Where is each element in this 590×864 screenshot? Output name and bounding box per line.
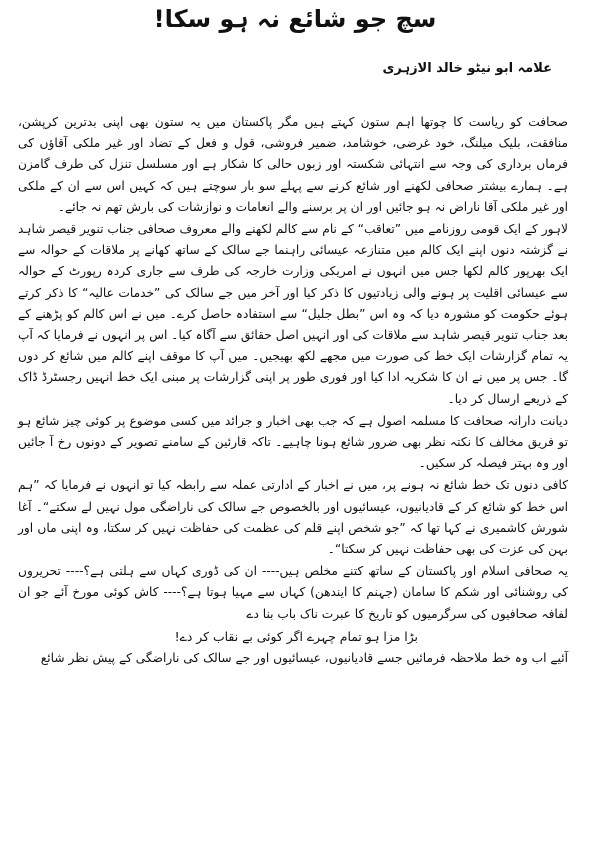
closing-paragraph: آئیے اب وہ خط ملاحظہ فرمائیں جسے قادیانیوں، عیسائیوں اور جے سالک کی ناراضگی کے پیش نظر شائع: [40, 650, 568, 665]
article-body: [18, 112, 568, 670]
author-byline: علامہ ابو نیٹو خالد الازہری: [382, 61, 552, 76]
paragraph-1: صحافت کو ریاست کا چوتھا اہم ستون کہتے ہیں مگر پاکستان میں یہ ستون بھی اپنی بدترین کرپشن، منافقت، بلیک میلنگ، خود غرضی، خوشامد، ضمیر فروشی، قول و فعل کے تضاد اور غیر ملکی آقاؤں کی فرماں برداری کی وجہ سے انتہائی شکستہ اور زبوں حالی کا شکار ہے اور مسلسل تنزل کی طرف گامزن ہے۔ ہمارے بیشتر صحافی لکھنے اور شائع کرنے سے پہلے سو بار سوچتے ہیں کہ کہیں اس سے ان کے ملکی اور غیر ملکی آقا ناراض نہ ہو جائیں اور ان پر برسنے والے انعامات و نوازشات کی بارش تھم نہ جائے۔: [18, 115, 568, 214]
poetry-couplet: بڑا مزا ہو تمام چہرے اگر کوئی بے نقاب کر دے!: [174, 628, 418, 644]
page-title: سچ جو شائع نہ ہو سکا!: [153, 5, 437, 33]
paragraph-4: کافی دنوں تک خط شائع نہ ہونے پر، میں نے اخبار کے ادارتی عملہ سے رابطہ کیا تو انہوں نے فرمایا کہ ”ہم اس خط کو شائع کر کے قادیانیوں، عیسائیوں اور بالخصوص جے سالک کی ناراضگی مول نہیں لے سکتے“۔ آغا شورش کاشمیری نے کہا تھا کہ ”جو شخص اپنے قلم کی عظمت کی حفاظت نہیں کر سکتا، وہ اپنی ماں اور بہن کی عزت کی بھی حفاظت نہیں کر سکتا“۔: [18, 478, 568, 557]
paragraph-3: دیانت دارانہ صحافت کا مسلمہ اصول ہے کہ جب بھی اخبار و جرائد میں کسی موضوع پر کوئی چیز شائع ہو تو فریق مخالف کا نکتہ نظر بھی ضرور شائع ہونا چاہیے۔ تاکہ قارئین کے سامنے تصویر کے دونوں رخ آ جائیں اور وہ بہتر فیصلہ کر سکیں۔: [18, 413, 568, 471]
paragraph-5: یہ صحافی اسلام اور پاکستان کے ساتھ کتنے مخلص ہیں---- ان کی ڈوری کہاں سے ہلتی ہے؟---- تحریروں کی روشنائی اور شکم کا سامان (جہنم کا ایندھن) کہاں سے مہیا ہوتا ہے؟---- کاش کوئی مورخ آئے جو ان لفافہ صحافیوں کی سرگرمیوں کو تاریخ کا عبرت ناک باب بنا دے: [18, 564, 568, 621]
paragraph-2: لاہور کے ایک قومی روزنامے میں ”تعاقب“ کے نام سے کالم لکھنے والے معروف صحافی جناب تنویر قیصر شاہد نے گزشتہ دنوں اپنے ایک کالم میں متنازعہ عیسائی راہنما جے سالک کے ساتھ کھانے پر ملاقات کے حوالہ سے ایک بھرپور کالم لکھا جس میں انہوں نے امریکی وزارت خارجہ کی طرف سے جاری کردہ رپورٹ کے حوالہ سے عیسائی اقلیت پر ہونے والی زیادتیوں کا ذکر کیا اور آخر میں جے سالک کی ”خدمات عالیہ“ کا ذکر کرتے ہوئے حکومت کو مشورہ دیا کہ وہ اس ”بطل جلیل“ سے استفادہ حاصل کرے۔ میں نے اس کالم کو پڑھنے کے بعد جناب تنویر قیصر شاہد سے ملاقات کی اور انہیں اصل حقائق سے آگاہ کیا۔ اس پر انہوں نے فرمایا کہ آپ یہ تمام گزارشات ایک خط کی صورت میں مجھے لکھ بھیجیں۔ میں آپ کا موقف اپنے کالم میں شائع کر دوں گا۔ جس پر میں نے ان کا شکریہ ادا کیا اور فوری طور پر اپنی گزارشات پر مبنی ایک خط انہیں رجسٹرڈ ڈاک کے ذریعے ارسال کر دیا۔: [18, 222, 568, 406]
